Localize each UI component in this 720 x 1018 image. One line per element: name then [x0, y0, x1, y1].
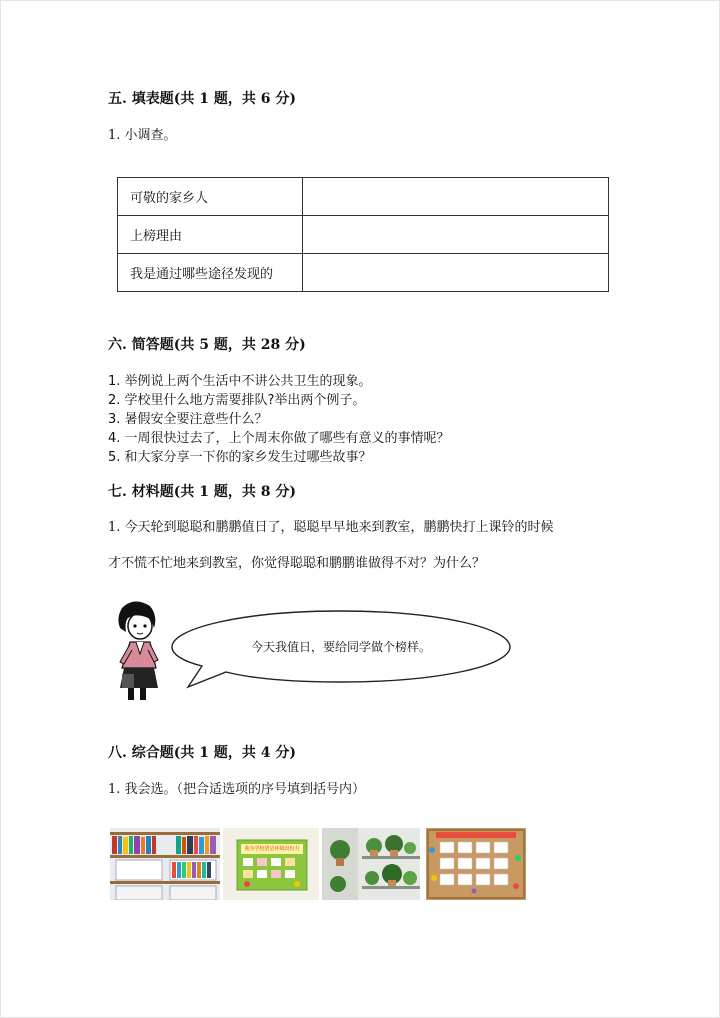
table-label-cell: 可敬的家乡人 — [118, 178, 303, 216]
section7-question-line2: 才不慌不忙地来到教室，你觉得聪聪和鹏鹏谁做得不对？为什么？ — [108, 556, 486, 571]
section5-question: 1. 小调查。 — [108, 128, 177, 143]
table-answer-cell[interactable] — [303, 178, 609, 216]
section8-question: 1. 我会选。（把合适选项的序号填到括号内） — [108, 782, 366, 797]
question-item: 1. 举例说上两个生活中不讲公共卫生的现象。 — [108, 374, 372, 389]
table-answer-cell[interactable] — [303, 254, 609, 292]
question-item: 4. 一周很快过去了，上个周末你做了哪些有意义的事情呢？ — [108, 431, 450, 446]
question-item: 3. 暑假安全要注意些什么？ — [108, 412, 268, 427]
section8-heading: 八. 综合题(共 1 题，共 4 分) — [108, 745, 296, 761]
section7-question-line1: 1. 今天轮到聪聪和鹏鹏值日了，聪聪早早地来到教室，鹏鹏快打上课铃的时候 — [108, 520, 554, 535]
section5-heading: 五. 填表题(共 1 题，共 6 分) — [108, 91, 296, 107]
poster-image[interactable] — [223, 828, 319, 900]
question-item: 5. 和大家分享一下你的家乡发生过哪些故事？ — [108, 450, 372, 465]
table-row — [118, 216, 609, 254]
survey-table — [117, 177, 609, 292]
table-answer-cell[interactable] — [303, 216, 609, 254]
bookshelf-image[interactable] — [110, 828, 220, 900]
question-item: 2. 学校里什么地方需要排队?举出两个例子。 — [108, 393, 366, 408]
section7-heading: 七. 材料题(共 1 题，共 8 分) — [108, 484, 296, 500]
cork-board-image[interactable] — [426, 828, 526, 900]
girl-illustration — [108, 598, 168, 704]
poster-text: 我为学校清洁环境出份力 — [244, 846, 300, 852]
table-label-cell: 上榜理由 — [118, 216, 303, 254]
speech-text: 今天我值日，要给同学做个榜样。 — [250, 640, 431, 654]
plants-image[interactable] — [322, 828, 420, 900]
section6-heading: 六. 简答题(共 5 题，共 28 分) — [108, 337, 306, 353]
table-label-cell: 我是通过哪些途径发现的 — [118, 254, 303, 292]
table-row — [118, 254, 609, 292]
table-row — [118, 178, 609, 216]
